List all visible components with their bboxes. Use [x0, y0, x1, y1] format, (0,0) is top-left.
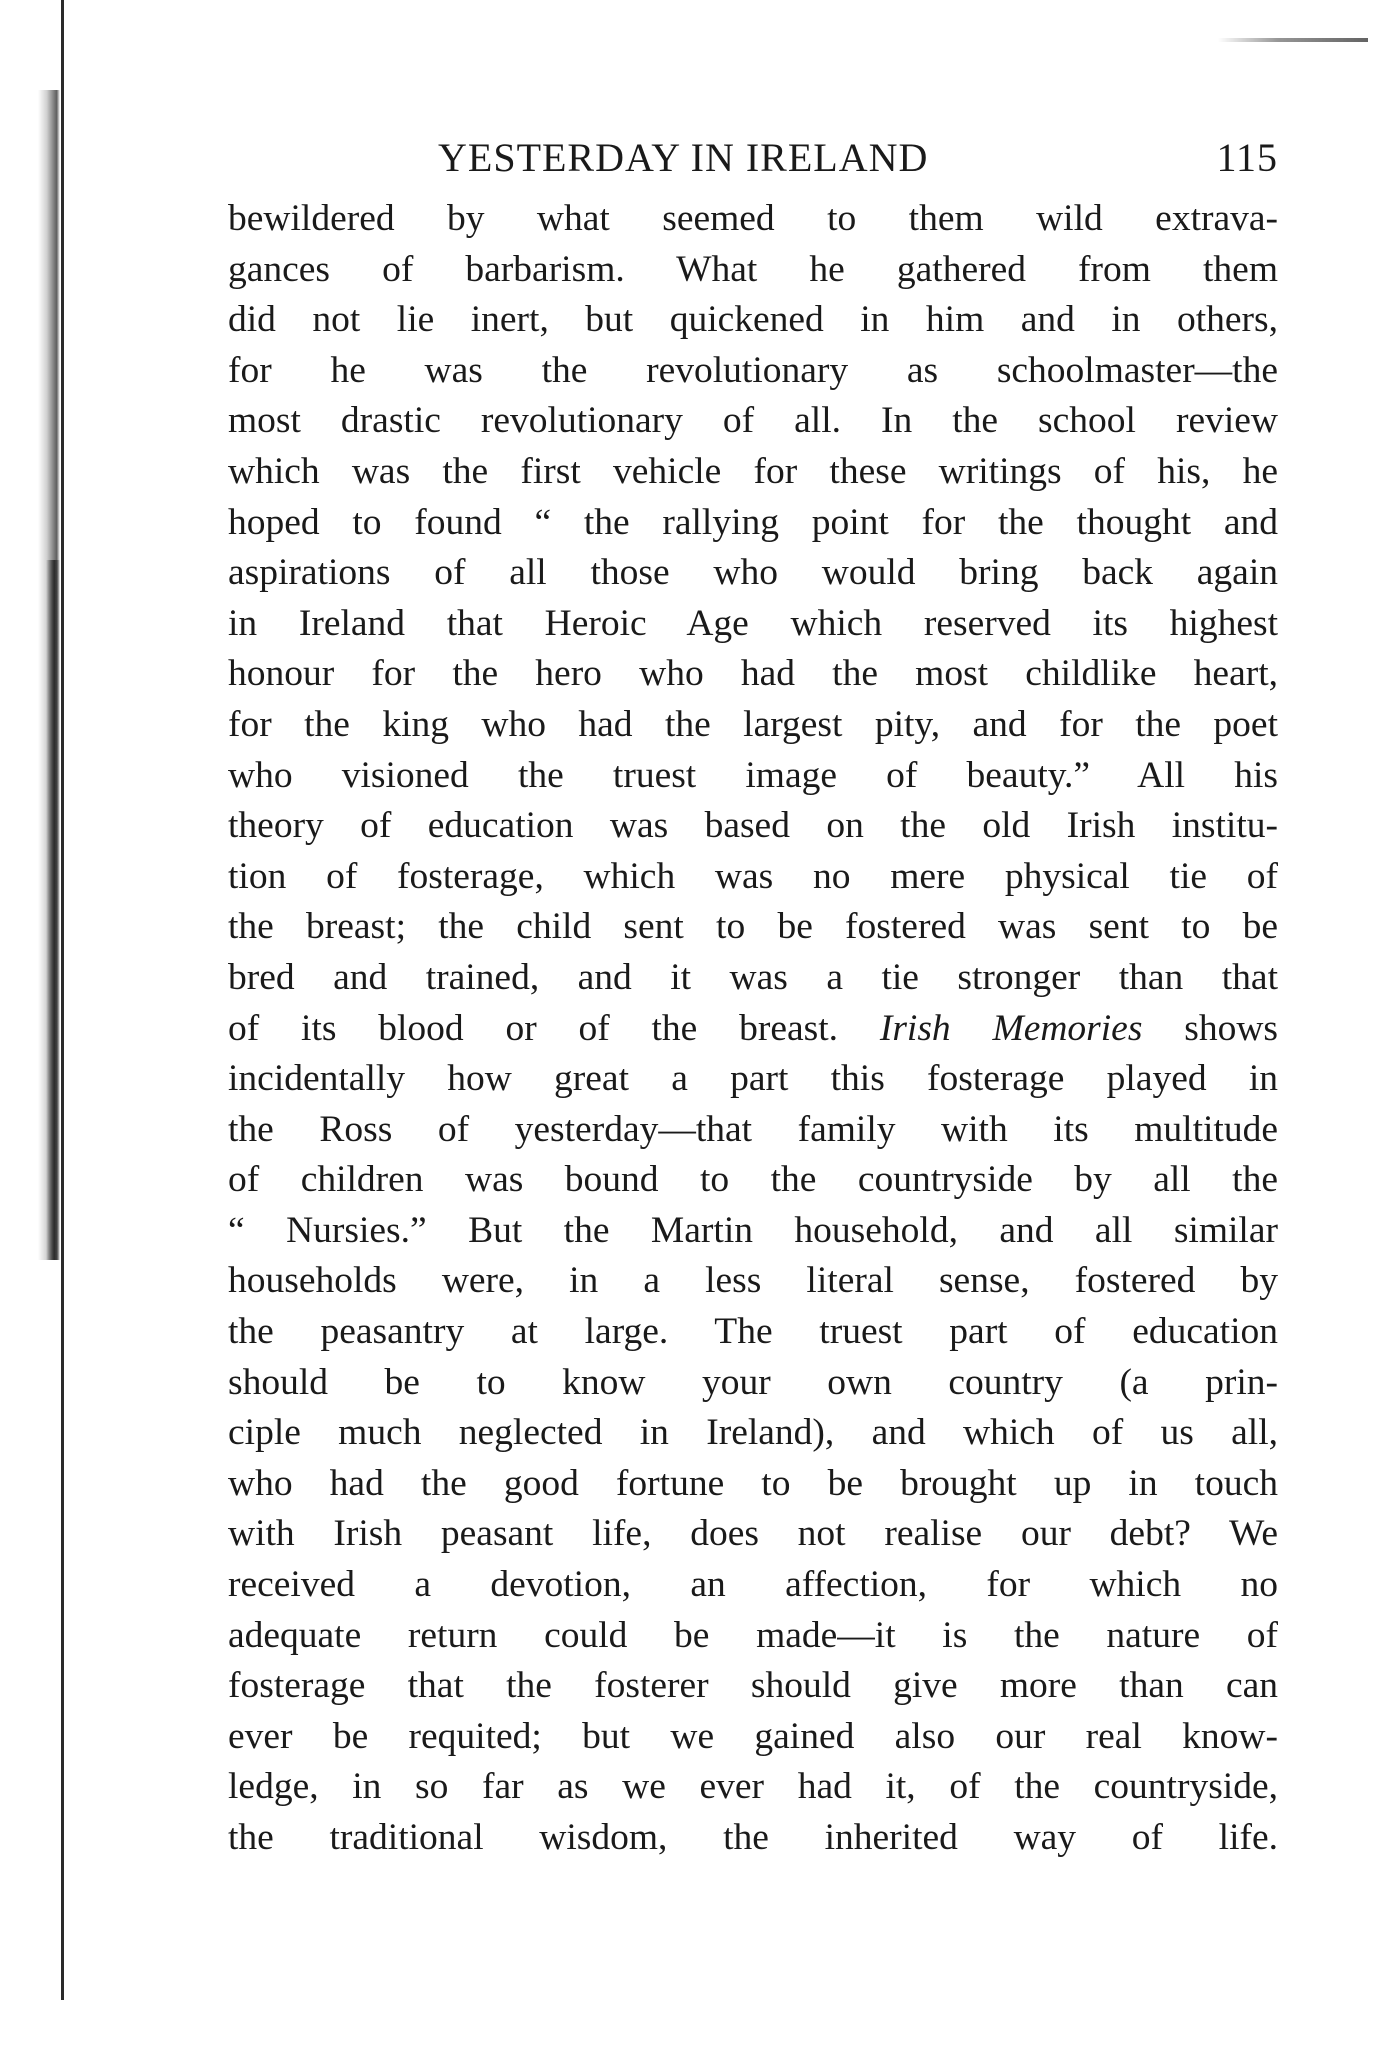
- text-line: gances of barbarism. What he gathered from them: [228, 248, 1278, 290]
- text-line: the breast; the child sent to be fostered was sent to be: [228, 906, 1278, 948]
- text-segment: of its blood or of the breast.: [228, 1007, 839, 1049]
- text-line: theory of education was based on the old Irish institu-: [228, 805, 1278, 847]
- body-text: [228, 194, 1278, 1864]
- text-line: for the king who had the largest pity, and for the poet: [228, 703, 1278, 745]
- text-line: most drastic revolutionary of all. In the school review: [228, 400, 1278, 442]
- text-line: ledge, in so far as we ever had it, of the countryside,: [228, 1766, 1278, 1808]
- text-line: hoped to found “ the rallying point for the thought and: [228, 501, 1278, 543]
- text-line: in Ireland that Heroic Age which reserved its highest: [228, 602, 1278, 644]
- book-title-italic: Irish Memories: [879, 1007, 1143, 1049]
- running-title: YESTERDAY IN IRELAND: [438, 135, 929, 180]
- text-line: ever be requited; but we gained also our real know-: [228, 1715, 1278, 1757]
- text-line: tion of fosterage, which was no mere physical tie of: [228, 855, 1278, 897]
- scan-corner-mark: [1218, 38, 1368, 42]
- binding-shadow-dark: [46, 560, 60, 1260]
- text-line: should be to know your own country (a prin-: [228, 1361, 1278, 1403]
- text-line: the Ross of yesterday—that family with its multitude: [228, 1108, 1278, 1150]
- book-gutter: [0, 0, 120, 2053]
- text-line: did not lie inert, but quickened in him and in others,: [228, 299, 1278, 341]
- text-line: who visioned the truest image of beauty.” All his: [228, 754, 1278, 796]
- text-line: aspirations of all those who would bring back again: [228, 552, 1278, 594]
- text-line: the traditional wisdom, the inherited way of life.: [228, 1817, 1278, 1858]
- text-line: fosterage that the fosterer should give more than can: [228, 1665, 1278, 1707]
- text-line: bewildered by what seemed to them wild extrava-: [228, 198, 1278, 239]
- text-line-with-italic: [228, 1004, 1278, 1055]
- text-line: with Irish peasant life, does not realise our debt? We: [228, 1513, 1278, 1555]
- text-line: who had the good fortune to be brought up in touch: [228, 1462, 1278, 1504]
- binding-edge-line: [61, 0, 64, 2000]
- text-line: of children was bound to the countryside by all the: [228, 1159, 1278, 1201]
- text-line: for he was the revolutionary as schoolmaster—the: [228, 349, 1278, 391]
- text-line: incidentally how great a part this fosterage played in: [228, 1058, 1278, 1100]
- book-page: [228, 128, 1278, 1864]
- text-line: bred and trained, and it was a tie stronger than that: [228, 956, 1278, 998]
- text-line: adequate return could be made—it is the nature of: [228, 1614, 1278, 1656]
- text-line: households were, in a less literal sense, fostered by: [228, 1260, 1278, 1302]
- running-head: [228, 128, 1278, 188]
- page-number: 115: [1216, 135, 1278, 180]
- text-line: which was the first vehicle for these writings of his, he: [228, 450, 1278, 492]
- text-line: “ Nursies.” But the Martin household, and all similar: [228, 1209, 1278, 1251]
- text-line: honour for the hero who had the most childlike heart,: [228, 653, 1278, 695]
- text-line: received a devotion, an affection, for which no: [228, 1564, 1278, 1606]
- text-segment: shows: [1184, 1007, 1279, 1049]
- text-line: the peasantry at large. The truest part of education: [228, 1311, 1278, 1353]
- text-line: ciple much neglected in Ireland), and which of us all,: [228, 1412, 1278, 1454]
